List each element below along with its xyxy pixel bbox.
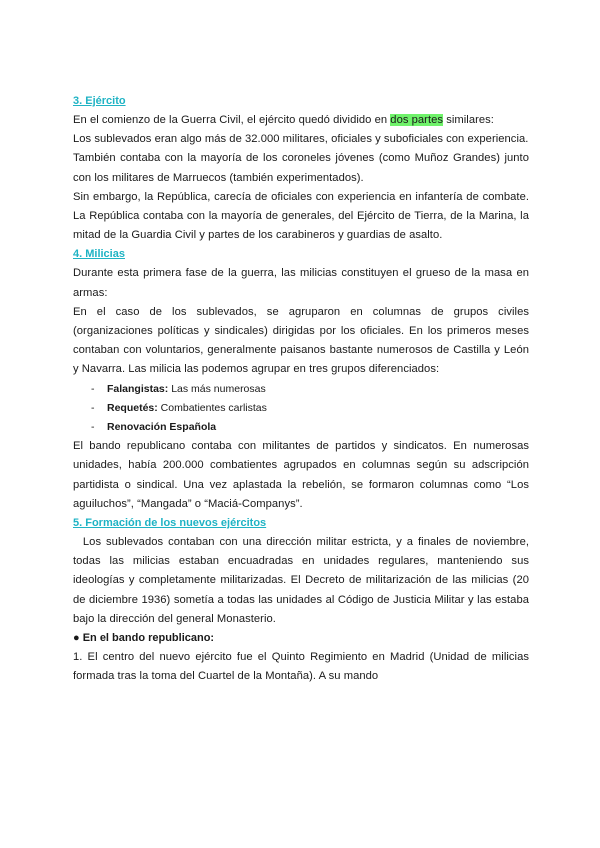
militia-list bbox=[73, 380, 529, 438]
paragraph: Los sublevados contaban con una dirección militar estricta, y a finales de noviembre, todas las milicias estaban encuadradas en unidades regulares, manteniendo sus ideologías y completamente militarizadas. El Decreto de militarización de las milicias (20 de diciembre 1936) sometía a todas las unidades al Código de Justicia Militar y las estaba bajo la dirección del general Monasterio. bbox=[73, 536, 533, 625]
list-item bbox=[91, 418, 529, 437]
section-heading-formacion: 5. Formación de los nuevos ejércitos bbox=[73, 517, 267, 530]
paragraph: En el caso de los sublevados, se agruparon en columnas de grupos civiles (organizaciones políticas y sindicales) dirigidas por los oficiales. En los primeros meses contaban con voluntarios, generalmente paisanos bastante numerosos de Castilla y León y Navarra. Las milicia las podemos agrupar en tres grupos diferenciados: bbox=[73, 305, 529, 376]
paragraph: El bando republicano contaba con militantes de partidos y sindicatos. En numerosas unidades, había 200.000 combatientes agrupados en columnas según su adscripción partidista o sindical. Una vez aplastada la rebelión, se formaron columnas como “Los aguiluchos”, “Mangada” o “Maciá-Companys”. bbox=[73, 440, 529, 510]
list-item-label: Requetés: bbox=[107, 401, 158, 414]
list-item-text: Combatientes carlistas bbox=[157, 401, 267, 414]
paragraph: Durante esta primera fase de la guerra, las milicias constituyen el grueso de la masa en armas: bbox=[73, 267, 529, 299]
section-heading-ejercito: 3. Ejército bbox=[73, 95, 126, 107]
paragraph: También contaba con la mayoría de los coroneles jóvenes (como Muñoz Grandes) junto con los militares de Marruecos (también experimentados). bbox=[73, 152, 529, 184]
list-item-text: Las más numerosas bbox=[168, 382, 266, 395]
paragraph bbox=[73, 111, 529, 130]
document-page bbox=[73, 92, 533, 686]
list-item-label: Renovación Española bbox=[107, 421, 217, 434]
paragraph: Los sublevados eran algo más de 32.000 militares, oficiales y suboficiales con experiencia. bbox=[73, 133, 529, 146]
list-item bbox=[91, 399, 529, 418]
text-run: similares: bbox=[443, 114, 494, 126]
list-item-label: Falangistas: bbox=[107, 382, 169, 395]
paragraph: Sin embargo, la República, carecía de oficiales con experiencia en infantería de combate. La República contaba con la mayoría de generales, del Ejército de Tierra, de la Marina, la mitad de la Guardia Civil y partes de los carabineros y guardias de asalto. bbox=[73, 190, 529, 242]
text-run: En el comienzo de la Guerra Civil, el ejército quedó dividido en bbox=[73, 114, 391, 126]
section-heading-milicias: 4. Milicias bbox=[73, 248, 125, 261]
list-item bbox=[91, 380, 529, 399]
paragraph: 1. El centro del nuevo ejército fue el Quinto Regimiento en Madrid (Unidad de milicias formada tras la toma del Cuartel de la Montaña). A su mando bbox=[73, 651, 529, 683]
highlighted-text: dos partes bbox=[390, 114, 444, 126]
subheading-bando-republicano: ● En el bando republicano: bbox=[73, 632, 215, 645]
